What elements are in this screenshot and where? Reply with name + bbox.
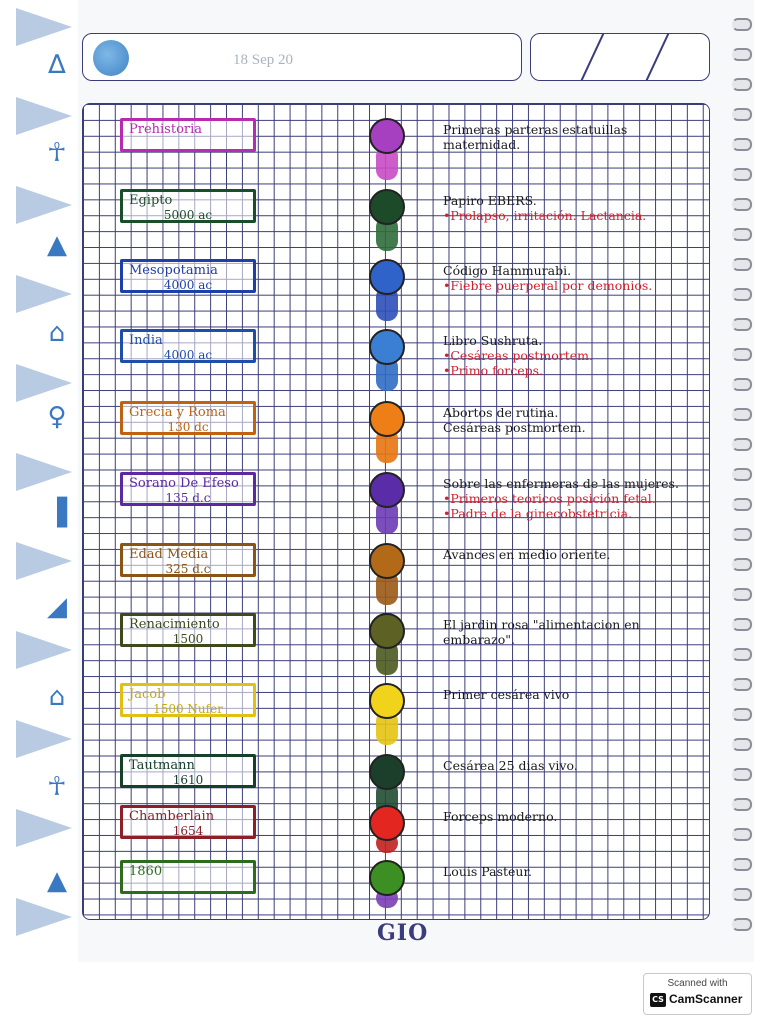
decor-triangle xyxy=(16,720,72,758)
sphinx-icon: ◢ xyxy=(47,592,67,622)
event-line: Sobre las enfermeras de las mujeres. xyxy=(443,476,679,491)
timeline-dot xyxy=(369,401,405,437)
spiral-ring xyxy=(732,738,752,751)
spiral-ring xyxy=(732,78,752,91)
period-name: Prehistoria xyxy=(129,122,203,137)
period-label xyxy=(120,472,256,506)
period-date: 1500 xyxy=(172,632,204,646)
spiral-ring xyxy=(732,348,752,361)
timeline-dot xyxy=(369,472,405,508)
event-text xyxy=(443,617,705,647)
date-text: 18 Sep 20 xyxy=(233,52,293,68)
decor-triangle xyxy=(16,898,72,936)
spiral-ring xyxy=(732,588,752,601)
spiral-ring xyxy=(732,678,752,691)
divider-slash xyxy=(643,33,670,81)
event-line: •Primeros teoricos posición fetal. xyxy=(443,491,656,506)
spiral-ring xyxy=(732,168,752,181)
period-label xyxy=(120,189,256,223)
decor-triangle xyxy=(16,453,72,491)
decor-triangle xyxy=(16,809,72,847)
period-date: 1610 xyxy=(172,773,204,787)
decor-triangle xyxy=(16,97,72,135)
period-label xyxy=(120,118,256,152)
mosque-icon: ⌂ xyxy=(48,682,66,712)
timeline-dot xyxy=(369,805,405,841)
spiral-ring xyxy=(732,378,752,391)
period-name: 1860 xyxy=(129,864,163,879)
notebook-brand: GIO xyxy=(377,920,429,946)
pyramid-icon: ▲ xyxy=(47,230,67,260)
period-date: 1654 xyxy=(172,824,204,838)
spiral-ring xyxy=(732,618,752,631)
timeline-dot xyxy=(369,613,405,649)
event-text xyxy=(443,687,705,702)
spiral-ring xyxy=(732,198,752,211)
pisa-tower-icon: ▐ xyxy=(47,498,67,528)
timeline-dot xyxy=(369,860,405,896)
camscanner-watermark xyxy=(643,973,752,1015)
spiral-ring xyxy=(732,918,752,931)
event-line: El jardin rosa "alimentacion en embarazo". xyxy=(443,617,640,647)
globe-icon xyxy=(93,40,129,76)
spiral-ring xyxy=(732,438,752,451)
period-name: Renacimiento xyxy=(129,617,220,632)
decor-triangle xyxy=(16,8,72,46)
timeline-dot xyxy=(369,754,405,790)
spiral-ring xyxy=(732,828,752,841)
event-line: Libro Sushruta. xyxy=(443,333,543,348)
period-label xyxy=(120,805,256,839)
event-line: Cesárea 25 dias vivo. xyxy=(443,758,578,773)
period-name: Jacob xyxy=(129,687,166,702)
scanner-caption: Scanned with xyxy=(667,978,728,989)
period-label xyxy=(120,543,256,577)
period-label xyxy=(120,329,256,363)
event-text xyxy=(443,809,705,824)
event-line: Código Hammurabi. xyxy=(443,263,572,278)
event-line: Primer cesárea vivo xyxy=(443,687,570,702)
event-line: Abortos de rutina. xyxy=(443,405,559,420)
spiral-ring xyxy=(732,768,752,781)
event-line: •Cesáreas postmortem. xyxy=(443,348,593,363)
spiral-ring xyxy=(732,708,752,721)
page-number-box xyxy=(530,33,710,81)
period-label xyxy=(120,754,256,788)
period-label xyxy=(120,613,256,647)
spiral-ring xyxy=(732,318,752,331)
spiral-ring xyxy=(732,228,752,241)
event-line: Primeras parteras estatuillas maternidad. xyxy=(443,122,628,152)
period-name: Egipto xyxy=(129,193,173,208)
event-text xyxy=(443,333,705,378)
decor-triangle xyxy=(16,631,72,669)
spiral-ring xyxy=(732,258,752,271)
spiral-ring xyxy=(732,138,752,151)
spiral-ring xyxy=(732,18,752,31)
decor-triangle xyxy=(16,275,72,313)
date-header-box xyxy=(82,33,522,81)
event-text xyxy=(443,263,705,293)
pyramid-icon: ▲ xyxy=(47,866,67,896)
statue-of-liberty-icon: ♀ xyxy=(47,402,67,432)
event-line: •Fiebre puerperal por demonios. xyxy=(443,278,653,293)
angel-statue-icon: ☥ xyxy=(47,772,67,802)
divider-slash xyxy=(578,33,605,81)
spiral-ring xyxy=(732,888,752,901)
period-name: Sorano De Efeso xyxy=(129,476,239,491)
event-line: •Prolapso, irritación. Lactancia. xyxy=(443,208,647,223)
event-text xyxy=(443,122,705,152)
period-date: 325 d.c xyxy=(165,562,211,576)
period-name: Grecia y Roma xyxy=(129,405,226,420)
scanner-name: CamScanner xyxy=(669,992,743,1006)
event-line: •Padre de la ginecobstetricia. xyxy=(443,506,633,521)
period-date: 5000 ac xyxy=(163,208,213,222)
decor-triangle xyxy=(16,186,72,224)
period-name: Mesopotamia xyxy=(129,263,218,278)
angel-statue-icon: ☥ xyxy=(47,138,67,168)
event-line: Forceps moderno. xyxy=(443,809,558,824)
spiral-ring xyxy=(732,558,752,571)
timeline-dot xyxy=(369,118,405,154)
event-text xyxy=(443,476,705,521)
timeline-dot xyxy=(369,189,405,225)
event-text xyxy=(443,193,705,223)
period-name: Chamberlain xyxy=(129,809,215,824)
period-date: 130 dc xyxy=(167,420,209,434)
spiral-ring xyxy=(732,648,752,661)
period-date: 4000 ac xyxy=(163,348,213,362)
event-text xyxy=(443,547,705,562)
taj-mahal-icon: ⌂ xyxy=(48,318,66,348)
timeline-dot xyxy=(369,259,405,295)
event-line: Avances en medio oriente. xyxy=(443,547,611,562)
spiral-ring xyxy=(732,498,752,511)
period-label xyxy=(120,259,256,293)
period-date: 4000 ac xyxy=(163,278,213,292)
event-text xyxy=(443,405,705,435)
timeline-dot xyxy=(369,683,405,719)
camscanner-logo-icon: CS xyxy=(650,993,666,1007)
period-name: India xyxy=(129,333,163,348)
period-date: 1500 Nufer xyxy=(153,702,223,716)
spiral-ring xyxy=(732,468,752,481)
event-line: Louis Pasteur. xyxy=(443,864,533,879)
event-text xyxy=(443,864,705,879)
spiral-ring xyxy=(732,108,752,121)
spiral-ring xyxy=(732,858,752,871)
spiral-ring xyxy=(732,528,752,541)
spiral-ring xyxy=(732,408,752,421)
period-name: Tautmann xyxy=(129,758,195,773)
period-label xyxy=(120,683,256,717)
timeline-dot xyxy=(369,543,405,579)
period-label xyxy=(120,401,256,435)
event-line: •Primo forceps. xyxy=(443,363,544,378)
event-line: Cesáreas postmortem. xyxy=(443,420,586,435)
timeline-dot xyxy=(369,329,405,365)
decor-triangle xyxy=(16,364,72,402)
event-text xyxy=(443,758,705,773)
event-line: Papiro EBERS. xyxy=(443,193,537,208)
decor-triangle xyxy=(16,542,72,580)
period-name: Edad Media xyxy=(129,547,209,562)
period-label xyxy=(120,860,256,894)
period-date: 135 d.c xyxy=(165,491,211,505)
spiral-ring xyxy=(732,48,752,61)
spiral-ring xyxy=(732,798,752,811)
spiral-ring xyxy=(732,288,752,301)
eiffel-tower-icon: ∆ xyxy=(48,50,66,80)
